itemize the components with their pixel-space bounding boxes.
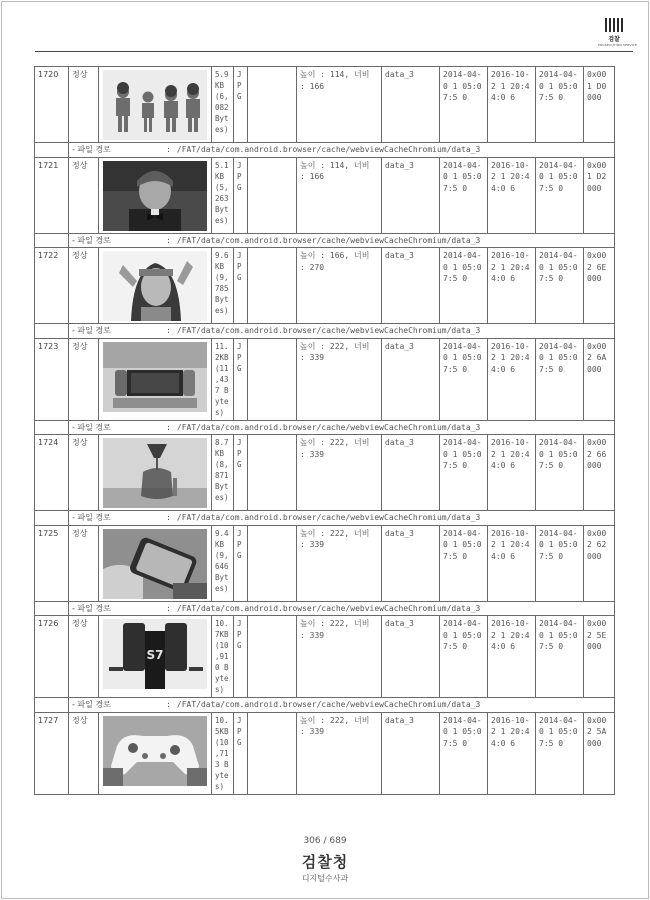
record-blank <box>248 616 297 698</box>
path-separator: : <box>166 513 171 522</box>
record-status: 정상 <box>69 338 99 420</box>
record-dimensions: 높이 : 114, 너비 : 166 <box>297 67 382 143</box>
path-cell <box>69 324 615 339</box>
path-separator: : <box>166 235 171 245</box>
record-thumbnail-cell <box>99 525 212 601</box>
record-offset: 0x002 5E000 <box>584 616 615 698</box>
record-row <box>35 712 615 794</box>
record-status: 정상 <box>69 616 99 698</box>
path-cell <box>69 511 615 526</box>
record-created: 2014-04-0 1 05:07:5 0 <box>440 248 488 324</box>
record-index: 1726 <box>35 616 69 698</box>
logo-subtitle: PROSECUTION SERVICE <box>598 43 638 47</box>
record-size: 11. 2KB (11 ,43 7 B ytes) <box>212 338 234 420</box>
record-status: 정상 <box>69 435 99 511</box>
record-modified: 2016-10-2 1 20:44:0 6 <box>488 67 536 143</box>
record-created: 2014-04-0 1 05:07:5 0 <box>440 616 488 698</box>
evidence-table <box>34 66 615 795</box>
department-name: 디지털수사과 <box>301 874 349 883</box>
path-spacer <box>35 143 69 158</box>
record-dimensions: 높이 : 222, 너비 : 339 <box>297 338 382 420</box>
record-name: data_3 <box>382 712 440 794</box>
record-offset: 0x002 62000 <box>584 525 615 601</box>
path-cell <box>69 143 615 158</box>
record-thumbnail-cell <box>99 67 212 143</box>
record-type: JP G <box>234 157 248 233</box>
path-value: /FAT/data/com.android.browser/cache/webviewCacheChromium/data_3 <box>176 700 481 709</box>
record-row <box>35 248 615 324</box>
record-modified: 2016-10-2 1 20:44:0 6 <box>488 616 536 698</box>
record-blank <box>248 67 297 143</box>
path-spacer <box>35 420 69 435</box>
record-blank <box>248 338 297 420</box>
record-blank <box>248 525 297 601</box>
children-photo <box>103 70 207 140</box>
path-label: - 파일 경로 <box>72 513 111 522</box>
record-accessed: 2014-04-0 1 05:07:5 0 <box>536 157 584 233</box>
record-row <box>35 435 615 511</box>
record-status: 정상 <box>69 67 99 143</box>
path-separator: : <box>166 700 171 709</box>
record-blank <box>248 435 297 511</box>
record-blank <box>248 248 297 324</box>
path-label: - 파일 경로 <box>72 235 111 245</box>
record-offset: 0x002 6E000 <box>584 248 615 324</box>
hand-phone-photo <box>103 529 207 599</box>
record-modified: 2016-10-2 1 20:44:0 6 <box>488 712 536 794</box>
record-type: JP G <box>234 338 248 420</box>
organization-name: 검찰청 <box>301 853 349 871</box>
record-offset: 0x002 6A000 <box>584 338 615 420</box>
path-spacer <box>35 233 69 248</box>
record-name: data_3 <box>382 435 440 511</box>
record-size: 8.7 KB (8, 871 Bytes) <box>212 435 234 511</box>
record-index: 1727 <box>35 712 69 794</box>
coffee-dripper-photo <box>103 438 207 508</box>
record-name: data_3 <box>382 157 440 233</box>
record-name: data_3 <box>382 616 440 698</box>
record-modified: 2016-10-2 1 20:44:0 6 <box>488 435 536 511</box>
record-status: 정상 <box>69 525 99 601</box>
record-created: 2014-04-0 1 05:07:5 0 <box>440 525 488 601</box>
path-row <box>35 698 615 713</box>
header-rule <box>35 51 633 52</box>
page-number: 306 / 689 <box>303 836 347 846</box>
record-row <box>35 157 615 233</box>
record-accessed: 2014-04-0 1 05:07:5 0 <box>536 248 584 324</box>
record-row <box>35 67 615 143</box>
record-thumbnail-cell <box>99 248 212 324</box>
path-cell <box>69 420 615 435</box>
logo-bars-icon <box>598 18 630 32</box>
record-status: 정상 <box>69 157 99 233</box>
path-separator: : <box>166 326 171 335</box>
path-spacer <box>35 324 69 339</box>
path-spacer <box>35 601 69 616</box>
record-row <box>35 525 615 601</box>
record-size: 5.1 KB (5, 263 Bytes) <box>212 157 234 233</box>
record-offset: 0x001 D2000 <box>584 157 615 233</box>
svg-text:S7: S7 <box>146 648 164 662</box>
prosecution-logo <box>598 18 638 47</box>
s7-phones-photo <box>103 619 207 689</box>
record-index: 1720 <box>35 67 69 143</box>
record-name: data_3 <box>382 525 440 601</box>
record-type: JP G <box>234 435 248 511</box>
record-status: 정상 <box>69 712 99 794</box>
record-accessed: 2014-04-0 1 05:07:5 0 <box>536 525 584 601</box>
record-modified: 2016-10-2 1 20:44:0 6 <box>488 248 536 324</box>
path-label: - 파일 경로 <box>72 422 111 432</box>
path-cell <box>69 601 615 616</box>
record-name: data_3 <box>382 338 440 420</box>
page-footer <box>0 836 650 884</box>
path-value: /FAT/data/com.android.browser/cache/webviewCacheChromium/data_3 <box>176 603 481 613</box>
path-row <box>35 324 615 339</box>
logo-name: 검찰 <box>608 36 620 43</box>
record-type: JP G <box>234 616 248 698</box>
woman-headband-photo <box>103 251 207 321</box>
record-dimensions: 높이 : 114, 너비 : 166 <box>297 157 382 233</box>
path-spacer <box>35 511 69 526</box>
record-modified: 2016-10-2 1 20:44:0 6 <box>488 157 536 233</box>
record-created: 2014-04-0 1 05:07:5 0 <box>440 157 488 233</box>
record-blank <box>248 157 297 233</box>
record-thumbnail-cell <box>99 338 212 420</box>
record-accessed: 2014-04-0 1 05:07:5 0 <box>536 67 584 143</box>
record-accessed: 2014-04-0 1 05:07:5 0 <box>536 616 584 698</box>
record-offset: 0x002 5A000 <box>584 712 615 794</box>
record-index: 1721 <box>35 157 69 233</box>
path-row <box>35 233 615 248</box>
path-label: - 파일 경로 <box>72 326 111 335</box>
path-row <box>35 511 615 526</box>
record-size: 10. 7KB (10 ,91 0 B ytes) <box>212 616 234 698</box>
record-created: 2014-04-0 1 05:07:5 0 <box>440 67 488 143</box>
path-separator: : <box>166 422 171 432</box>
record-thumbnail-cell <box>99 616 212 698</box>
record-accessed: 2014-04-0 1 05:07:5 0 <box>536 712 584 794</box>
game-console-photo <box>103 342 207 412</box>
record-dimensions: 높이 : 166, 너비 : 270 <box>297 248 382 324</box>
record-accessed: 2014-04-0 1 05:07:5 0 <box>536 435 584 511</box>
record-created: 2014-04-0 1 05:07:5 0 <box>440 435 488 511</box>
path-row <box>35 601 615 616</box>
record-size: 5.9 KB (6, 082 Bytes) <box>212 67 234 143</box>
path-cell <box>69 233 615 248</box>
record-thumbnail-cell <box>99 712 212 794</box>
record-offset: 0x002 66000 <box>584 435 615 511</box>
path-row <box>35 143 615 158</box>
record-name: data_3 <box>382 67 440 143</box>
path-cell <box>69 698 615 713</box>
record-index: 1723 <box>35 338 69 420</box>
record-modified: 2016-10-2 1 20:44:0 6 <box>488 525 536 601</box>
record-thumbnail-cell <box>99 157 212 233</box>
path-spacer <box>35 698 69 713</box>
record-accessed: 2014-04-0 1 05:07:5 0 <box>536 338 584 420</box>
record-index: 1725 <box>35 525 69 601</box>
path-value: /FAT/data/com.android.browser/cache/webviewCacheChromium/data_3 <box>176 145 481 154</box>
record-row <box>35 338 615 420</box>
record-dimensions: 높이 : 222, 너비 : 339 <box>297 616 382 698</box>
record-type: JP G <box>234 248 248 324</box>
record-created: 2014-04-0 1 05:07:5 0 <box>440 712 488 794</box>
record-dimensions: 높이 : 222, 너비 : 339 <box>297 525 382 601</box>
path-label: - 파일 경로 <box>72 700 111 709</box>
record-size: 9.6 KB (9, 785 Bytes) <box>212 248 234 324</box>
record-created: 2014-04-0 1 05:07:5 0 <box>440 338 488 420</box>
path-value: /FAT/data/com.android.browser/cache/webviewCacheChromium/data_3 <box>176 326 481 335</box>
path-value: /FAT/data/com.android.browser/cache/webviewCacheChromium/data_3 <box>176 235 481 245</box>
path-row <box>35 420 615 435</box>
record-modified: 2016-10-2 1 20:44:0 6 <box>488 338 536 420</box>
record-offset: 0x001 D0000 <box>584 67 615 143</box>
path-value: /FAT/data/com.android.browser/cache/webviewCacheChromium/data_3 <box>176 513 481 522</box>
record-dimensions: 높이 : 222, 너비 : 339 <box>297 712 382 794</box>
record-size: 10. 5KB (10 ,71 3 B ytes) <box>212 712 234 794</box>
man-bowtie-photo <box>103 161 207 231</box>
record-index: 1724 <box>35 435 69 511</box>
record-blank <box>248 712 297 794</box>
record-type: JP G <box>234 67 248 143</box>
record-index: 1722 <box>35 248 69 324</box>
record-name: data_3 <box>382 248 440 324</box>
path-value: /FAT/data/com.android.browser/cache/webviewCacheChromium/data_3 <box>176 422 481 432</box>
record-status: 정상 <box>69 248 99 324</box>
record-dimensions: 높이 : 222, 너비 : 339 <box>297 435 382 511</box>
record-type: JP G <box>234 712 248 794</box>
path-separator: : <box>166 145 171 154</box>
path-label: - 파일 경로 <box>72 603 111 613</box>
gamepad-photo <box>103 716 207 786</box>
record-size: 9.4 KB (9, 646 Bytes) <box>212 525 234 601</box>
path-label: - 파일 경로 <box>72 145 111 154</box>
path-separator: : <box>166 603 171 613</box>
record-thumbnail-cell <box>99 435 212 511</box>
record-type: JP G <box>234 525 248 601</box>
record-row <box>35 616 615 698</box>
